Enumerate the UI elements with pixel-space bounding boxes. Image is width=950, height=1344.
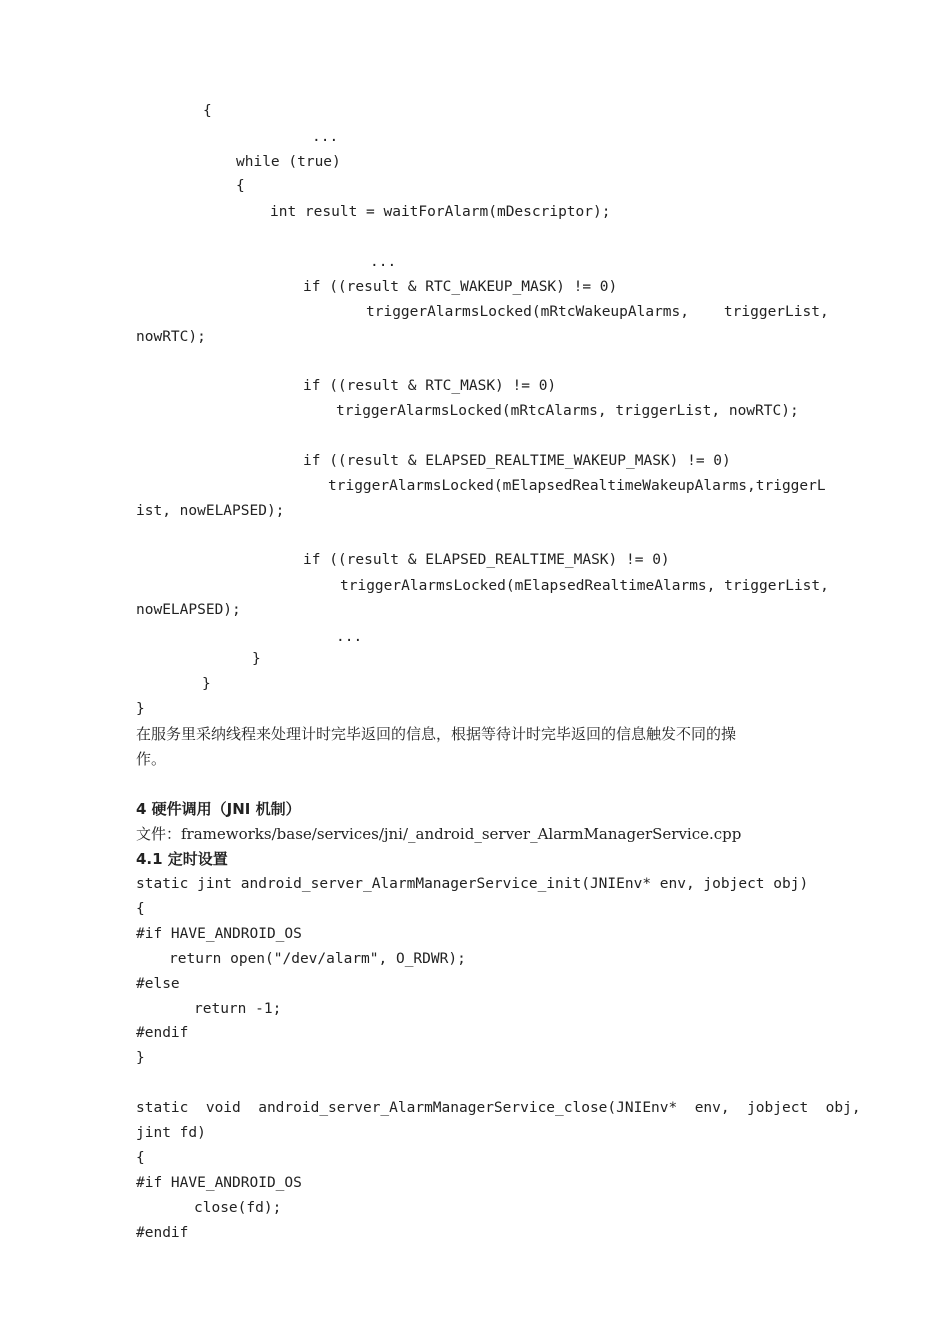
subsection-heading: 4.1 定时设置 bbox=[136, 850, 228, 868]
code-line: ... bbox=[312, 129, 339, 145]
code-line: triggerAlarmsLocked(mRtcWakeupAlarms, triggerList, bbox=[366, 304, 829, 320]
code-line: ist, nowELAPSED); bbox=[136, 503, 285, 519]
code-line: while (true) bbox=[236, 154, 341, 170]
code-line: #if HAVE_ANDROID_OS bbox=[136, 926, 302, 942]
code-line: #else bbox=[136, 976, 180, 992]
code-line: if ((result & ELAPSED_REALTIME_WAKEUP_MASK) != 0) bbox=[303, 453, 731, 469]
code-line: } bbox=[136, 1050, 145, 1066]
code-line: ... bbox=[336, 629, 363, 645]
code-line: static jint android_server_AlarmManagerService_init(JNIEnv* env, jobject obj) bbox=[136, 876, 809, 892]
paragraph-text: 作。 bbox=[136, 750, 167, 768]
code-line: nowELAPSED); bbox=[136, 602, 241, 618]
code-line: if ((result & RTC_WAKEUP_MASK) != 0) bbox=[303, 279, 618, 295]
code-line: static void android_server_AlarmManagerService_close(JNIEnv* env, jobject obj, bbox=[136, 1100, 861, 1116]
code-line: triggerAlarmsLocked(mRtcAlarms, triggerList, nowRTC); bbox=[336, 403, 799, 419]
code-line: #endif bbox=[136, 1025, 189, 1041]
code-line: { bbox=[203, 103, 212, 119]
code-line: return -1; bbox=[194, 1001, 282, 1017]
code-line: } bbox=[136, 701, 145, 717]
code-line: jint fd) bbox=[136, 1125, 206, 1141]
code-line: return open("/dev/alarm", O_RDWR); bbox=[169, 951, 466, 967]
file-path-line: 文件：frameworks/base/services/jni/_android_server_AlarmManagerService.cpp bbox=[136, 825, 742, 843]
code-line: #if HAVE_ANDROID_OS bbox=[136, 1175, 302, 1191]
code-line: if ((result & ELAPSED_REALTIME_MASK) != 0) bbox=[303, 552, 670, 568]
code-line: #endif bbox=[136, 1225, 189, 1241]
code-line: { bbox=[136, 901, 145, 917]
code-line: } bbox=[202, 676, 211, 692]
code-line: { bbox=[136, 1150, 145, 1166]
code-line: { bbox=[236, 178, 245, 194]
code-line: if ((result & RTC_MASK) != 0) bbox=[303, 378, 557, 394]
code-line: ... bbox=[370, 254, 397, 270]
paragraph-text: 在服务里采纳线程来处理计时完毕返回的信息，根据等待计时完毕返回的信息触发不同的操 bbox=[136, 725, 737, 743]
code-line: nowRTC); bbox=[136, 329, 206, 345]
code-line: triggerAlarmsLocked(mElapsedRealtimeAlarms, triggerList, bbox=[340, 578, 829, 594]
section-heading: 4 硬件调用（JNI 机制） bbox=[136, 800, 301, 818]
code-line: } bbox=[252, 651, 261, 667]
code-line: int result = waitForAlarm(mDescriptor); bbox=[270, 204, 611, 220]
code-line: triggerAlarmsLocked(mElapsedRealtimeWakeupAlarms,triggerL bbox=[328, 478, 826, 494]
code-line: close(fd); bbox=[194, 1200, 282, 1216]
